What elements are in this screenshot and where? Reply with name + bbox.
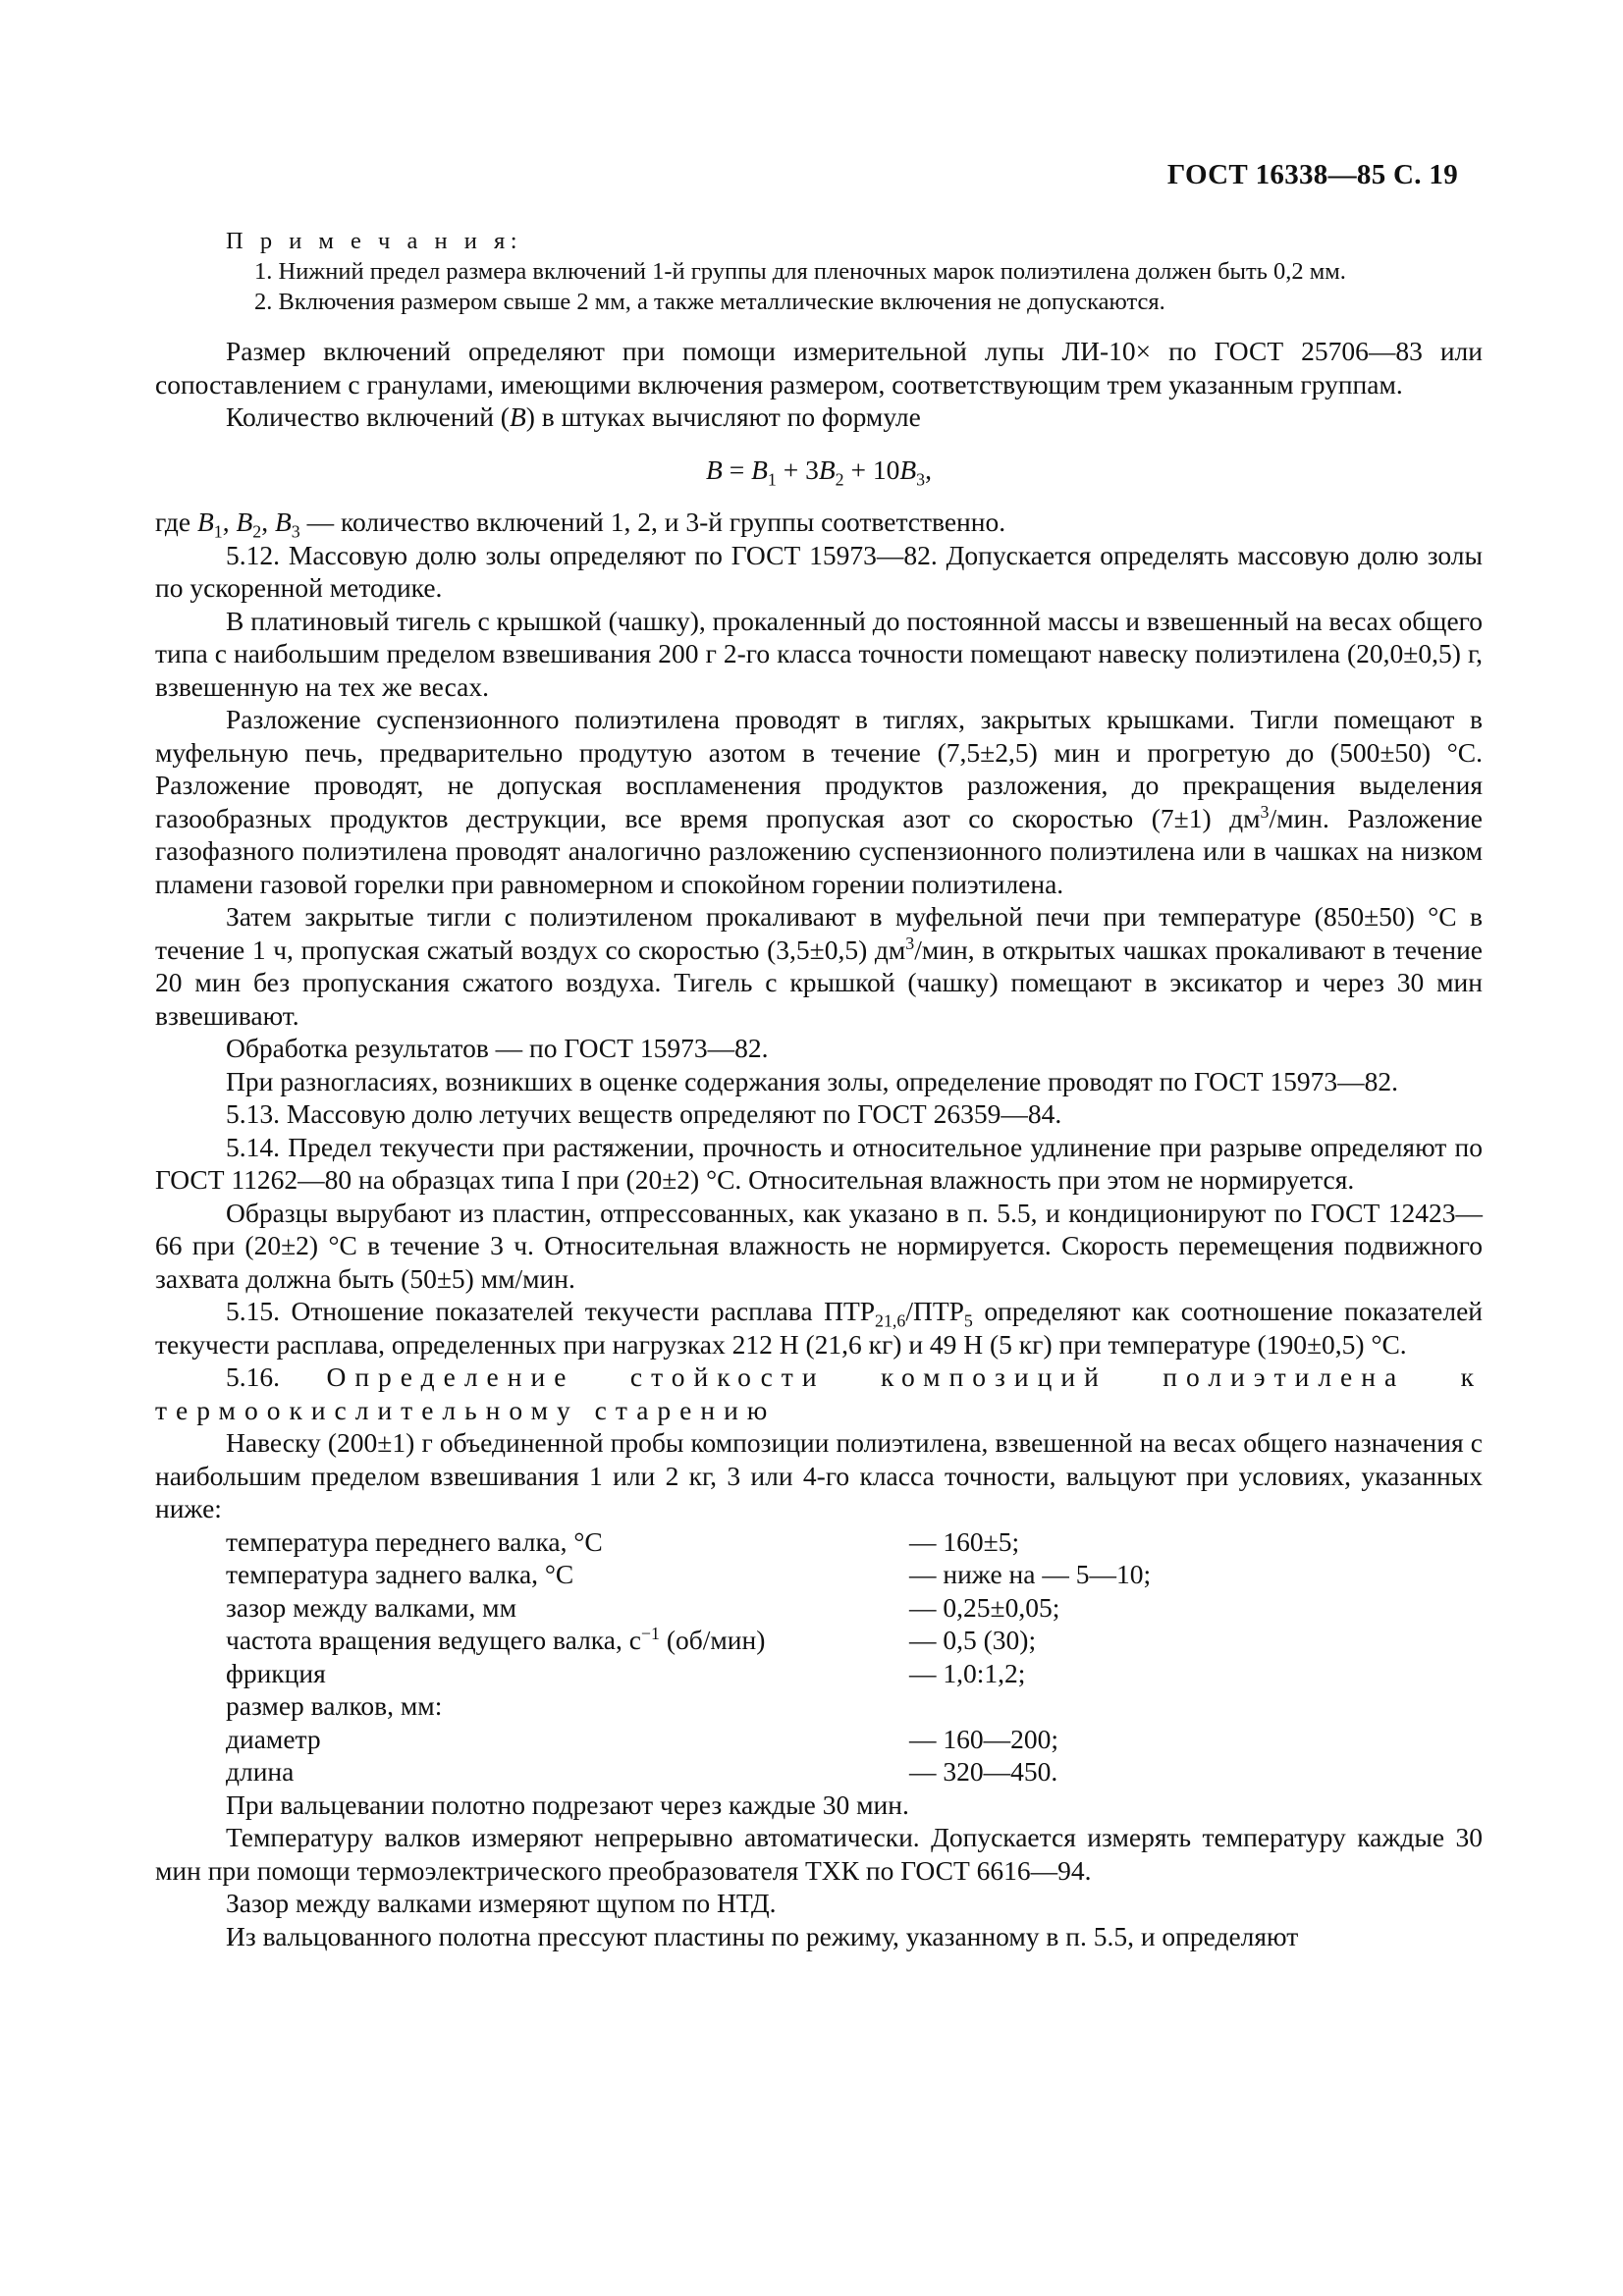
paragraph-crucible: В платиновый тигель с крышкой (чашку), прокаленный до постоянной массы и взвешенный на весах общего типа с наибольшим пределом взвешивания 200 г 2-го класса точности помещают навеску полиэтилена (20,0±0,5) г, взвешенную на тех же весах. [155,605,1483,702]
paragraph-5-12: 5.12. Массовую долю золы определяют по ГОСТ 15973—82. Допускается определять массовую долю золы по ускоренной методике. [155,539,1483,603]
paragraph-inclusion-count: Количество включений (B) в штуках вычисляют по формуле [226,401,921,432]
notes-heading: П р и м е ч а н и я: [226,228,523,254]
paragraph-calcination: Затем закрытые тигли с полиэтиленом прокаливают в муфельной печи при температуре (850±50) °С в течение 1 ч, пропуская сжатый воздух со скоростью (3,5±0,5) $дм^3$/мин, в открытых чашках прокаливают в течение 20 мин без пропускания сжатого воздуха. Тигель с крышкой (чашку) помещают в эксикатор и через 30 мин взвешивают. [155,901,1483,1031]
paragraph-disagreements: При разногласиях, возникших в оценке содержания золы, определение проводят по ГОСТ 15973—82. [226,1065,1399,1096]
page-header: ГОСТ 16338—85 С. 19 [1166,159,1458,190]
note-item-2: 2. Включения размером свыше 2 мм, а также металлические включения не допускаются. [254,289,1165,315]
paragraph-samples: Образцы вырубают из пластин, отпрессованных, как указано в п. 5.5, и кондиционируют по ГОСТ 12423—66 при (20±2) °С в течение 3 ч. Относительная влажность не нормируется. Скорость перемещения подвижного захвата должна быть (50±5) мм/мин. [155,1197,1483,1294]
paragraph-5-14: 5.14. Предел текучести при растяжении, прочность и относительное удлинение при разрыве определяют по ГОСТ 11262—80 на образцах типа I при (20±2) °С. Относительная влажность при этом не нормируется. [155,1131,1483,1195]
paragraph-weighing: Навеску (200±1) г объединенной пробы композиции полиэтилена, взвешенной на весах общего назначения с наибольшим пределом взвешивания 1 или 2 кг, 3 или 4-го класса точности, вальцуют при условиях, указанных ниже: [155,1427,1483,1523]
paragraph-5-13: 5.13. Массовую долю летучих веществ определяют по ГОСТ 26359—84. [226,1098,1062,1129]
condition-row: длина — 320—450. [226,1756,1058,1787]
condition-row: зазор между валками, мм — 0,25±0,05; [226,1591,1060,1623]
paragraph-results: Обработка результатов — по ГОСТ 15973—82. [226,1033,769,1063]
condition-row: температура заднего валка, °С — ниже на — 5—10; [226,1559,1152,1589]
paragraph-cutting: При вальцевании полотно подрезают через каждые 30 мин. [226,1789,909,1820]
paragraph-temperature: Температуру валков измеряют непрерывно автоматически. Допускается измерять температуру каждые 30 мин при помощи термоэлектрического преобразователя ТХК по ГОСТ 6616—94. [155,1822,1483,1886]
condition-row: температура переднего валка, °С — 160±5; [226,1525,1020,1557]
paragraph-decomposition: Разложение суспензионного полиэтилена проводят в тиглях, закрытых крышками. Тигли помещают в муфельную печь, предварительно продутую азотом в течение (7,5±2,5) мин и прогретую до (500±50) °С. Разложение проводят, не допуская воспламенения продуктов разложения, до прекращения выделения газообразных продуктов деструкции, все время пропуская азот со скоростью (7±1) $дм^3$/мин. Разложение газофазного полиэтилена проводят аналогично разложению суспензионного полиэтилена или в чашках на низком пламени газовой горелки при равномерном и спокойном горении полиэтилена. [155,704,1483,899]
paragraph-inclusion-size: Размер включений определяют при помощи измерительной лупы ЛИ-10× по ГОСТ 25706—83 или сопоставлением с гранулами, имеющими включения размером, соответствующим трем указанным группам. [155,336,1483,400]
note-item-1: 1. Нижний предел размера включений 1-й группы для пленочных марок полиэтилена должен быть 0,2 мм. [254,258,1346,285]
paragraph-formula-legend: где $B_1$, $B_2$, $B_3$ — количество включений 1, 2, и 3-й группы соответственно. [155,507,1006,542]
document-body [155,226,1483,1952]
formula: $B = B_1 + 3B_2 + 10B_3$, [706,454,932,489]
paragraph-gap: Зазор между валками измеряют щупом по НТД. [226,1888,777,1918]
condition-row: частота вращения ведущего валка, $с^{-1}$ (об/мин) — 0,5 (30); [226,1623,1037,1655]
condition-row: размер валков, мм: [226,1690,443,1721]
rolling-conditions [226,1525,1483,1789]
condition-row: диаметр — 160—200; [226,1723,1059,1754]
paragraph-5-15: 5.15. Отношение показателей текучести расплава $ПТР_{21,6}/ПТР_5$ определяют как соотношение показателей текучести расплава, определенных при нагрузках 212 Н (21,6 кг) и 49 Н (5 кг) при температуре (190±0,5) °С. [155,1296,1483,1360]
notes-block [155,226,1483,317]
paragraph-5-16: 5.16. Определение стойкости композиций полиэтилена к термоокислительному старению [155,1362,1484,1425]
section-title-aging: Определение стойкости композиций полиэтилена к термоокислительному старению [155,1362,1484,1425]
paragraph-pressing: Из вальцованного полотна прессуют пластины по режиму, указанному в п. 5.5, и определяют [226,1920,1299,1951]
condition-row: фрикция — 1,0:1,2; [226,1657,1026,1688]
